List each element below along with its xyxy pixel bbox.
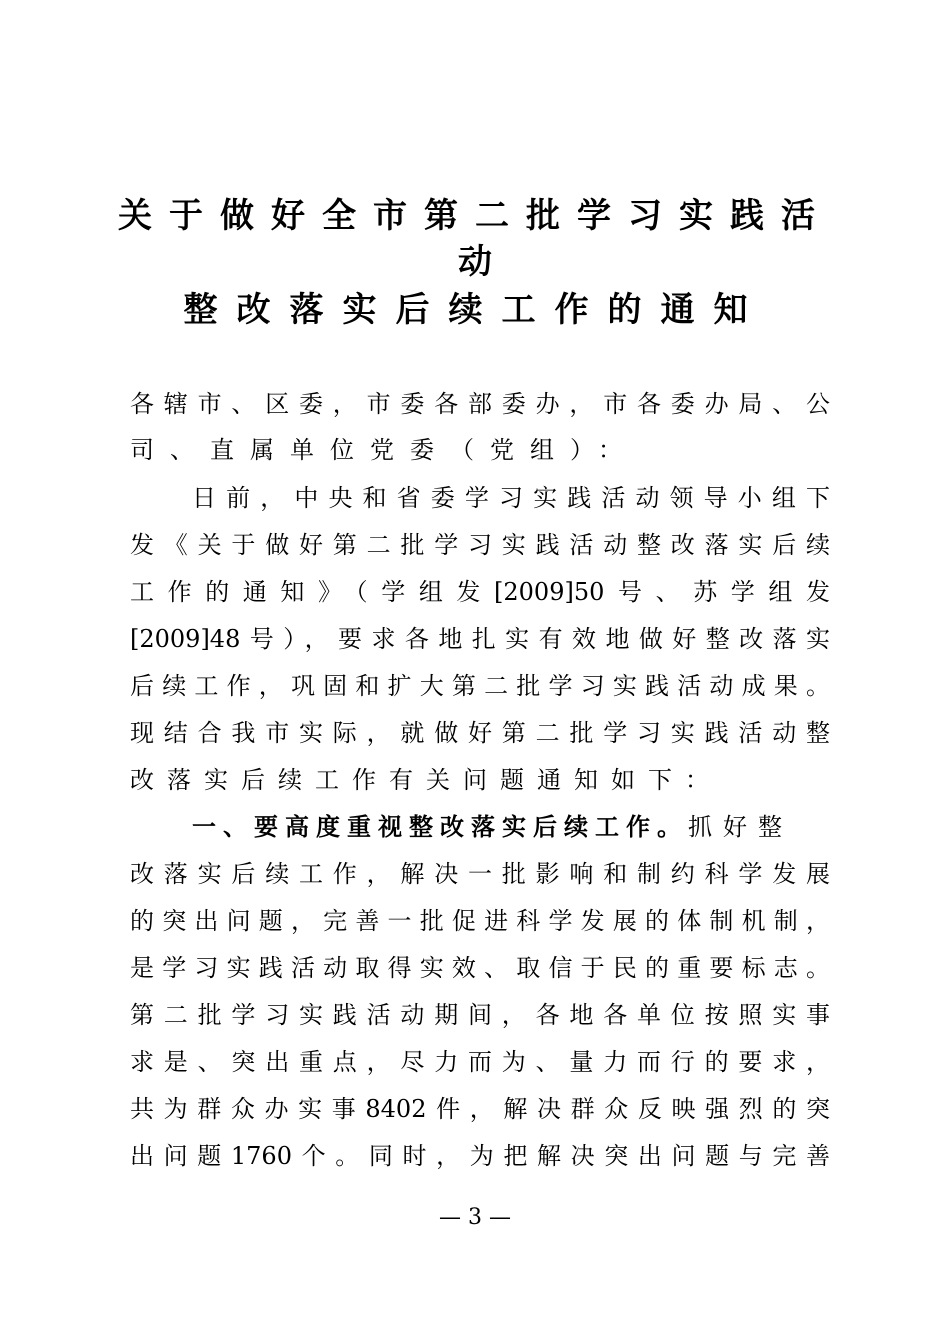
title-line-3: 整改落实后续工作的通知 [183,290,767,330]
section1-heading: 一、要高度重视整改落实后续工作。 [192,813,688,841]
section1-first-line [192,812,830,842]
paragraph1-line-3: 工作的通知》（学组发[2009]50号、苏学组发 [130,578,830,606]
section1-line-2: 改落实后续工作，解决一批影响和制约科学发展 [130,860,830,888]
paragraph1-line-7: 改落实后续工作有关问题通知如下： [130,766,722,794]
paragraph1-line-1: 日前，中央和省委学习实践活动领导小组下 [192,484,830,512]
section1-line-3: 的突出问题，完善一批促进科学发展的体制机制， [130,907,830,935]
section1-line-8: 出问题1760个。同时，为把解决突出问题与完善 [130,1142,830,1170]
salutation-line-1: 各辖市、区委，市委各部委办，市各委办局、公 [130,390,830,418]
section1-line-6: 求是、突出重点，尽力而为、量力而行的要求， [130,1048,830,1076]
paragraph1-line-2: 发《关于做好第二批学习实践活动整改落实后续 [130,531,830,559]
title-line-1: 关于做好全市第二批学习实践活 [118,196,832,236]
section1-line-4: 是学习实践活动取得实效、取信于民的重要标志。 [130,954,830,982]
section1-line-5: 第二批学习实践活动期间，各地各单位按照实事 [130,1001,830,1029]
paragraph1-line-4: [2009]48号），要求各地扎实有效地做好整改落实 [130,625,830,653]
section1-first-line-rest: 抓好整 [688,813,793,841]
paragraph1-line-6: 现结合我市实际，就做好第二批学习实践活动整 [130,719,830,747]
section1-line-7: 共为群众办实事8402件，解决群众反映强烈的突 [130,1095,830,1123]
paragraph1-line-5: 后续工作，巩固和扩大第二批学习实践活动成果。 [130,672,830,700]
salutation-line-2: 司、直属单位党委（党组）： [130,436,638,464]
title-line-2: 动 [458,242,492,282]
page-number: — 3 — [439,1205,511,1230]
